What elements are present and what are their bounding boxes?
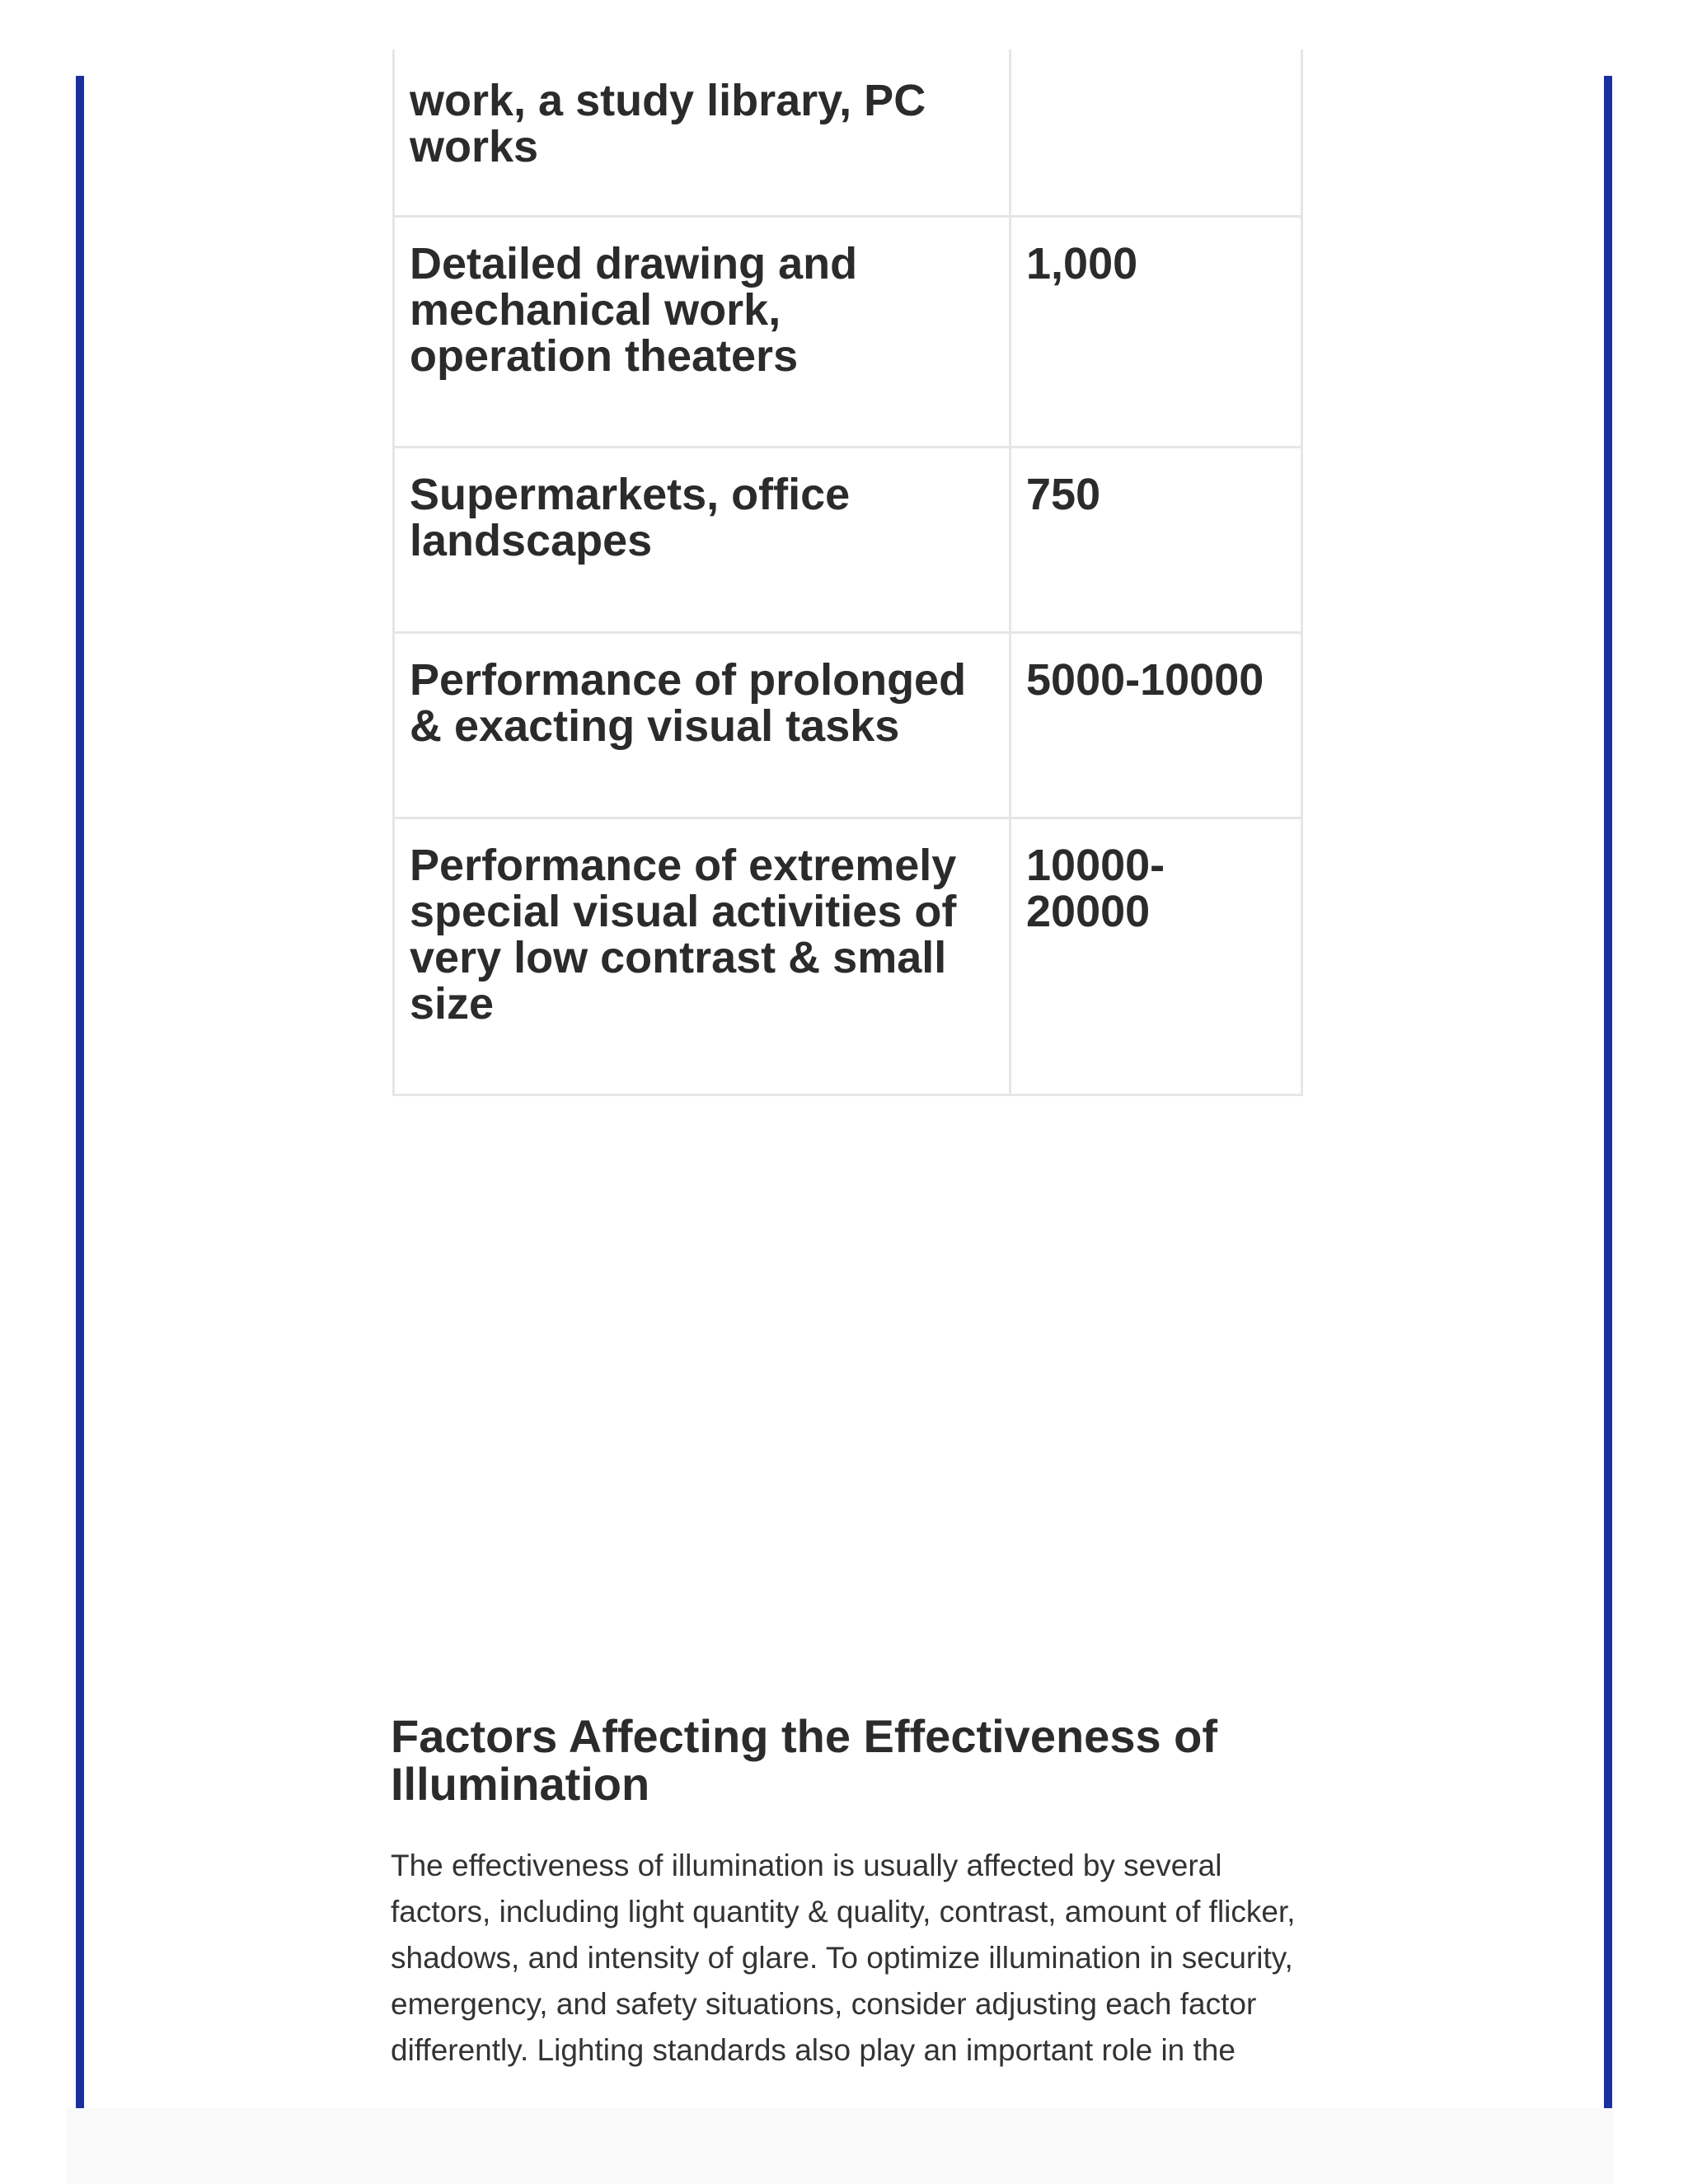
lux-cell	[1010, 49, 1302, 216]
table-row	[394, 632, 1302, 818]
activity-cell: Performance of prolonged & exacting visual tasks	[394, 632, 1010, 818]
table-row	[394, 216, 1302, 447]
lux-cell: 1,000	[1010, 216, 1302, 447]
activity-cell: Detailed drawing and mechanical work, operation theaters	[394, 216, 1010, 447]
illuminance-table	[392, 49, 1303, 1096]
activity-cell: Performance of extremely special visual activities of very low contrast & small size	[394, 818, 1010, 1094]
table-row	[394, 49, 1302, 216]
table-row	[394, 818, 1302, 1094]
lux-cell: 5000-10000	[1010, 632, 1302, 818]
section-heading: Factors Affecting the Effectiveness of Illumination	[391, 1710, 1218, 1810]
activity-cell: Supermarkets, office landscapes	[394, 447, 1010, 632]
footer-band	[66, 2108, 1614, 2184]
lux-cell: 10000-20000	[1010, 818, 1302, 1094]
table-row	[394, 447, 1302, 632]
left-frame-border	[76, 76, 84, 2108]
right-frame-border	[1604, 76, 1612, 2108]
activity-cell: work, a study library, PC works	[394, 49, 1010, 216]
lux-cell: 750	[1010, 447, 1302, 632]
body-paragraph: The effectiveness of illumination is usually affected by several factors, including light quantity & quality, contrast, amount of flicker, shadows, and intensity of glare. To optimize illumination in security, emergency, and safety situations, consider adjusting each factor differently. Lighting standards also play an important role in the	[391, 1849, 1296, 2067]
